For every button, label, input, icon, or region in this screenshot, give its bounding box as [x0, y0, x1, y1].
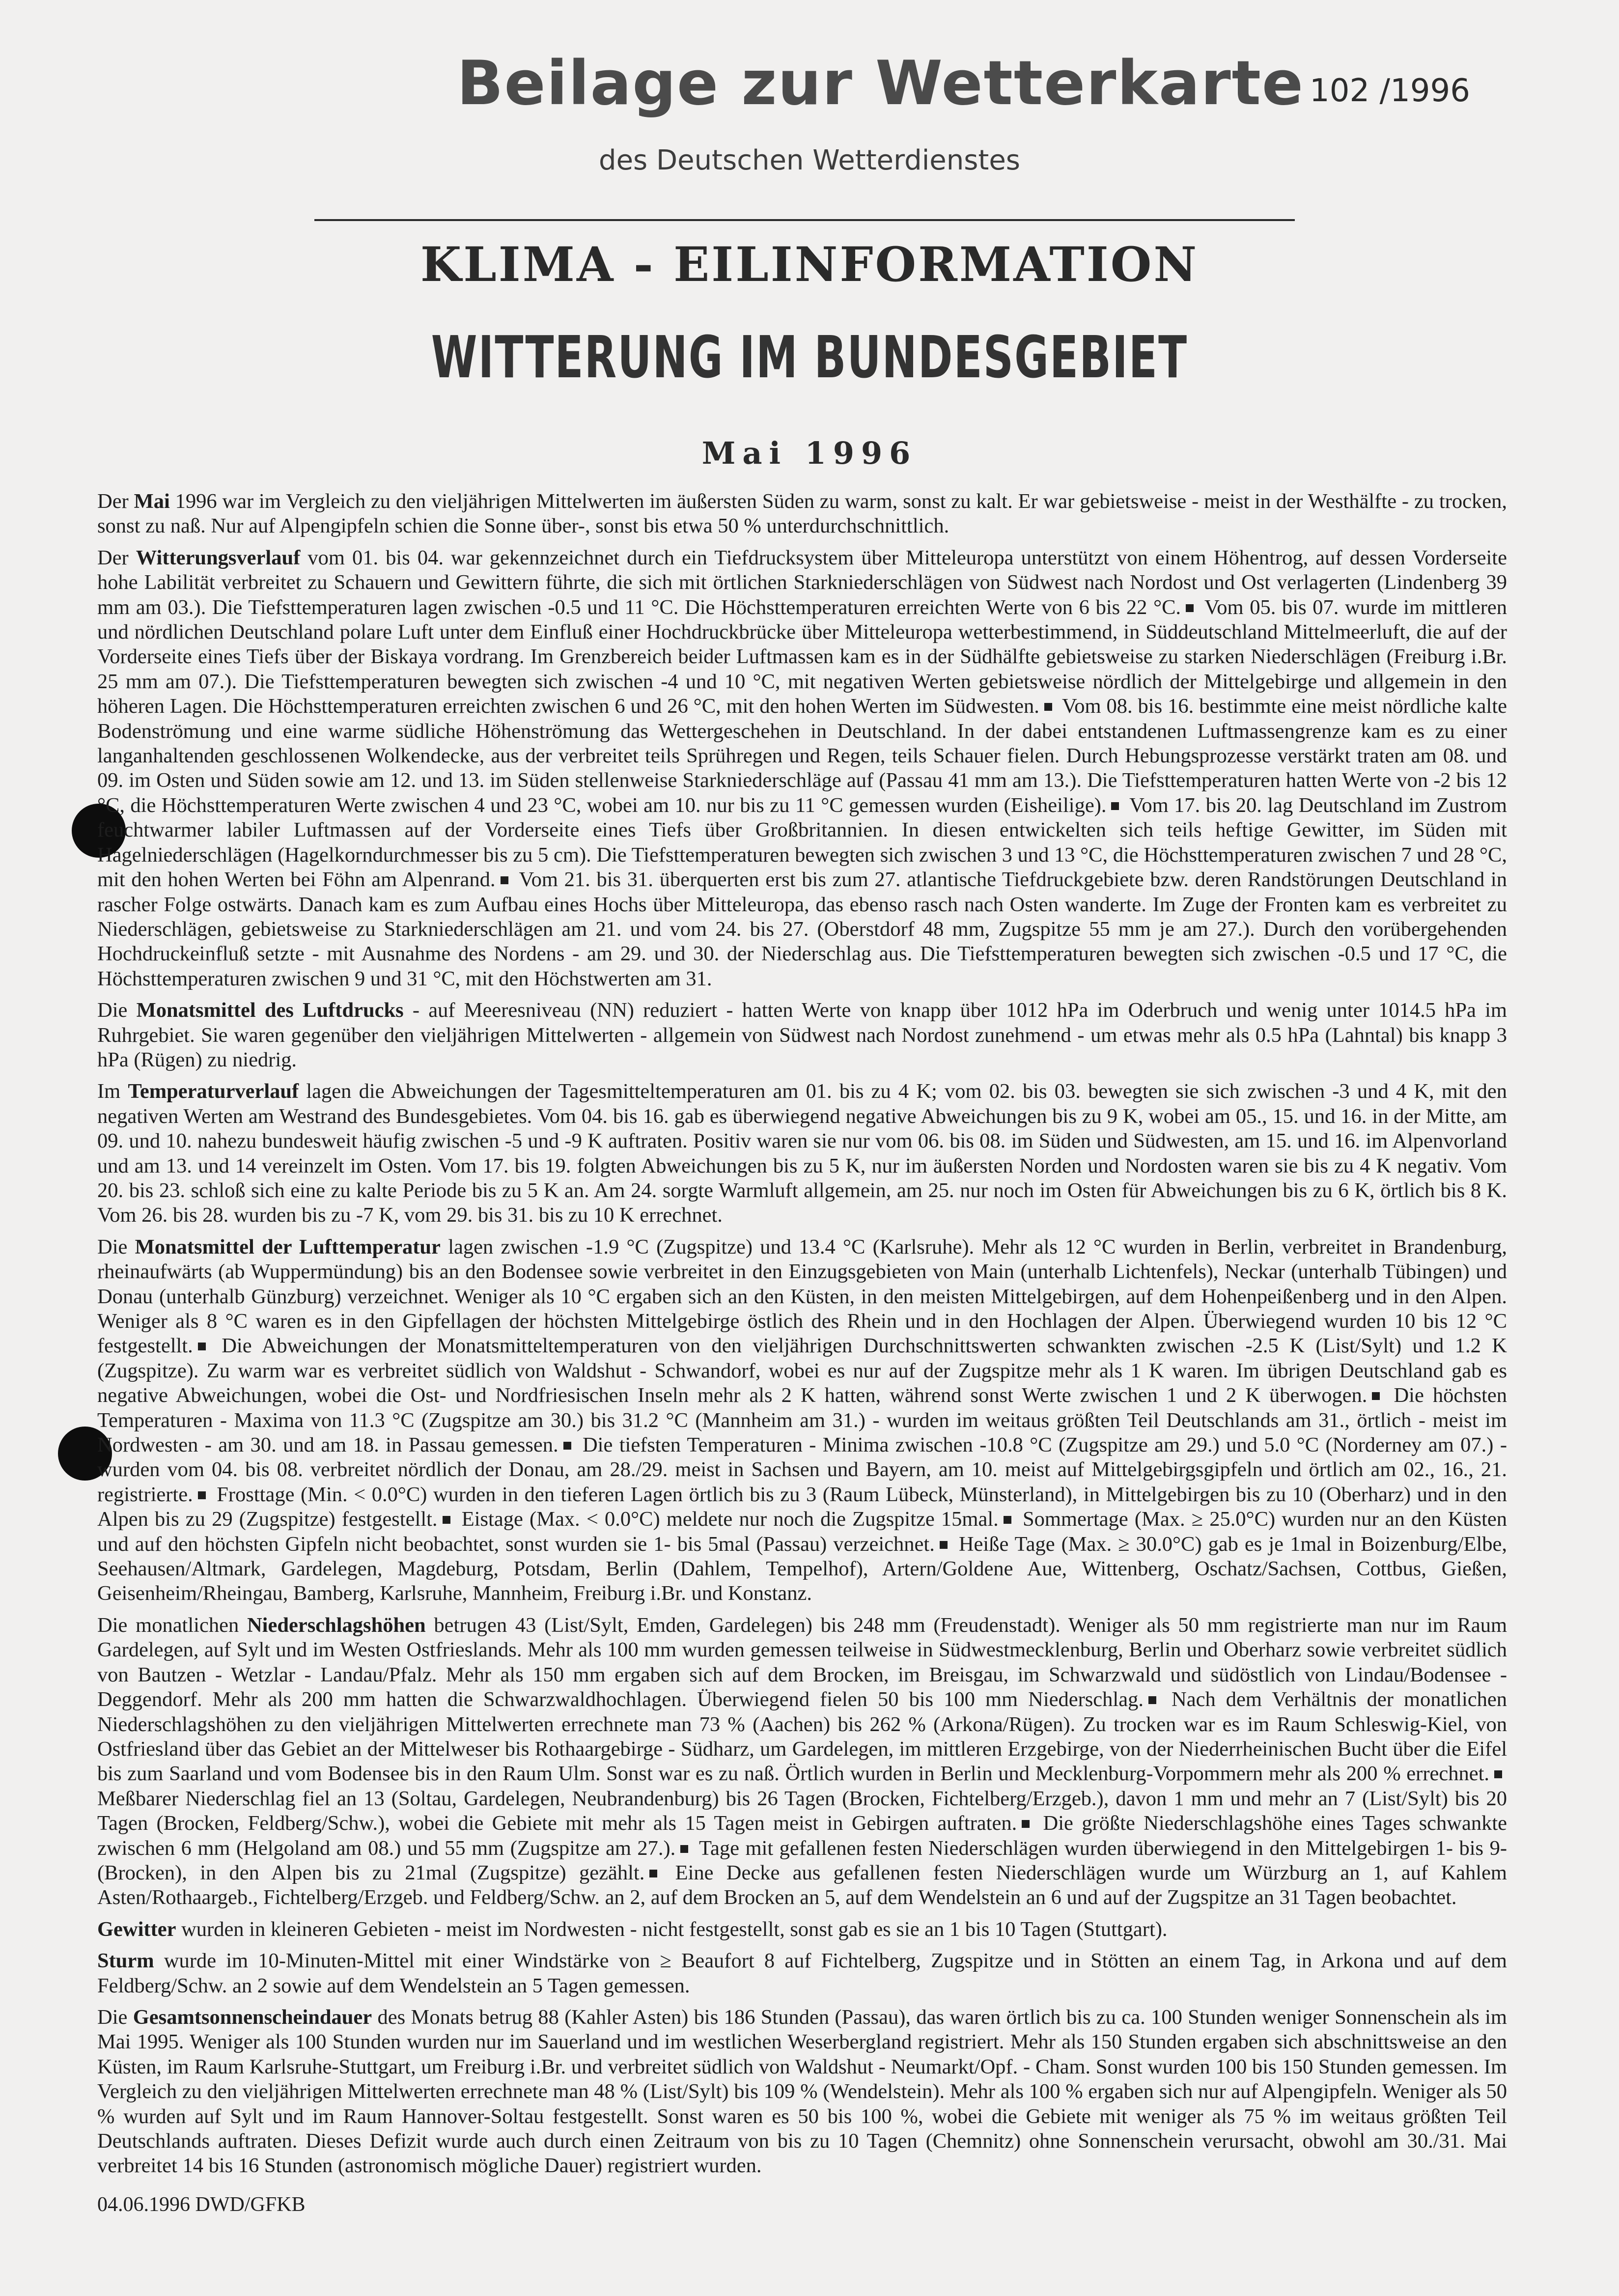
masthead-title: Beilage zur Wetterkarte — [457, 48, 1305, 119]
paragraph-text: Tage mit gefallenen festen Niederschlägen wurden überwiegend in den Mittelgebirgen 1- bis 9- (Brocken), in den Alpen bis zu 21mal (Zugspitze) gezählt. — [97, 1836, 1507, 1884]
paragraph-text: Vom 21. bis 31. überquerten erst bis zum 27. atlantische Tiefdruckgebiete bzw. deren Randstörungen Deutschland in rascher Folge ostwärts. Danach kam es zum Aufbau eines Hochs über Mitteleuropa, das ebenso rasch nach Osten wanderte. Im Zuge der Fronten kam es verbreitet zu Niederschlägen, gebietsweise zu Starkniederschlägen am 21. und vom 24. bis 27. (Oberstdorf 48 mm, Zugspitze 55 mm je am 27.). Durch den vorübergehenden Hochdruckeinfluß setzte - mit Ausnahme des Nordens - am 29. und 30. der Niederschlag aus. Die Tiefsttemperaturen bewegten sich zwischen -0.5 und 17 °C, die Höchsttemperaturen zwischen 9 und 31 °C, mit den Höchstwerten am 31. — [97, 868, 1507, 990]
footer-date-line: 04.06.1996 DWD/GFKB — [97, 2193, 306, 2216]
section-separator-square — [1148, 1696, 1156, 1704]
paragraph — [97, 1949, 1507, 1998]
paragraph-lead: Im — [97, 1080, 128, 1103]
paragraph-keyword: Temperaturverlauf — [128, 1080, 299, 1103]
section-separator-square — [443, 1516, 450, 1524]
paragraph-text: betrugen 43 (List/Sylt, Emden, Gardelegen) bis 248 mm (Freudenstadt). Weniger als 50 mm registrierte man nur im Raum Gardelegen, auf Sylt und im Westen Ostfrieslands. Mehr als 100 mm wurden gemessen teilweise in Südwestmecklenburg, Berlin und Oberharz sowie verbreitet südlich von Bautzen - Wetzlar - Landau/Pfalz. Mehr als 150 mm ergaben sich auf dem Brocken, im Breisgau, im Schwarzwald und südöstlich von Lindau/Bodensee - Deggendorf. Mehr als 200 mm hatten die Schwarzwaldhochlagen. Überwiegend fielen 50 bis 100 mm Niederschlag. — [97, 1613, 1507, 1711]
paragraph-keyword: Gewitter — [97, 1917, 176, 1941]
paragraph-lead: Der — [97, 490, 134, 513]
paragraph — [97, 1235, 1507, 1606]
report-body — [97, 489, 1507, 2185]
section-separator-square — [1022, 1820, 1030, 1828]
paragraph-text: lagen zwischen -1.9 °C (Zugspitze) und 13.4 °C (Karlsruhe). Mehr als 12 °C wurden in Berlin, verbreitet in Brandenburg, rheinaufwärts (ab Wuppermündung) bis an den Bodensee sowie verbreitet in den Einzugsgebieten von Main (unterhalb Lichtenfels), Neckar (unterhalb Tübingen) und Donau (unterhalb Günzburg) verzeichnet. Weniger als 10 °C ergaben sich an den Küsten, in den meisten Mittelgebirgen, auf dem Hohenpeißenberg und in den Alpen. Weniger als 8 °C waren es in den Gipfellagen der höchsten Mittelgebirge östlich des Rhein und in den Hochlagen der Alpen. Überwiegend wurden 10 bis 12 °C festgestellt. — [97, 1235, 1507, 1358]
paragraph-keyword: Niederschlagshöhen — [247, 1613, 426, 1637]
masthead-subtitle: des Deutschen Wetterdienstes — [599, 144, 1020, 176]
paragraph-text: wurde im 10-Minuten-Mittel mit einer Windstärke von ≥ Beaufort 8 auf Fichtelberg, Zugspitze und in Stötten an einem Tag, in Arkona und auf dem Feldberg/Schw. an 2 sowie auf dem Wendelstein an 5 Tagen gemessen. — [97, 1949, 1507, 1997]
paragraph-text: Die tiefsten Temperaturen - Minima zwischen -10.8 °C (Zugspitze am 29.) und 5.0 °C (Norderney am 07.) - wurden vom 04. bis 08. verbreitet nördlich der Donau, am 28./29. meist in Sachsen und Bayern, am 10. meist auf Mittelgebirgsgipfeln und örtlich am 02., 16., 21. registrierte. — [97, 1433, 1507, 1506]
section-separator-square — [649, 1870, 657, 1877]
paragraph-text: Eistage (Max. < 0.0°C) meldete nur noch die Zugspitze 15mal. — [455, 1508, 999, 1531]
issue-number: 102 /1996 — [1310, 73, 1470, 109]
month-heading: Mai 1996 — [701, 435, 918, 471]
paragraph-text: Frosttage (Min. < 0.0°C) wurden in den tieferen Lagen örtlich bis zu 3 (Raum Lübeck, Münsterland), in Mittelgebirgen bis zu 10 (Oberharz) und in den Alpen bis zu 29 (Zugspitze) festgestellt. — [97, 1483, 1507, 1531]
section-separator-square — [1494, 1770, 1502, 1778]
main-heading: WITTERUNG IM BUNDESGEBIET — [431, 323, 1188, 391]
paragraph-text: Eine Decke aus gefallenen festen Niederschlägen wurde um Würzburg an 1, auf Kahlem Asten/Rothaargeb., Fichtelberg/Erzgeb. und Feldberg/Schw. an 2, auf dem Brocken an 5, auf dem Wendelstein an 6 und auf der Zugspitze an 31 Tagen beobachtet. — [97, 1861, 1507, 1909]
section-separator-square — [1044, 703, 1052, 711]
paragraph-text: Sommertage (Max. ≥ 25.0°C) wurden nur an den Küsten und auf den höchsten Gipfeln nicht beobachtet, sonst wurden sie 1- bis 5mal (Passau) verzeichnet. — [97, 1508, 1507, 1556]
paragraph-lead: Die — [97, 2005, 133, 2029]
paragraph-lead: Die monatlichen — [97, 1613, 247, 1637]
paragraph-text: 1996 war im Vergleich zu den vieljährigen Mittelwerten im äußersten Süden zu warm, sonst zu kalt. Er war gebietsweise - meist in der Westhälfte - zu trocken, sonst zu naß. Nur auf Alpengipfeln schien die Sonne über-, sonst bis etwa 50 % unterdurchschnittlich. — [97, 490, 1507, 538]
paragraph-keyword: Sturm — [97, 1949, 154, 1973]
paragraph-text: Meßbarer Niederschlag fiel an 13 (Soltau, Gardelegen, Neubrandenburg) bis 26 Tagen (Brocken, Fichtelberg/Erzgeb.), davon 1 mm und mehr an 7 (List/Sylt) bis 20 Tagen (Brocken, Feldberg/Schw.), wobei die Gebiete mit mehr als 15 Tagen meist in Gebirgen auftraten. — [97, 1787, 1507, 1835]
section-separator-square — [680, 1845, 688, 1853]
paragraph — [97, 2005, 1507, 2179]
paragraph-text: lagen die Abweichungen der Tagesmitteltemperaturen am 01. bis zu 4 K; vom 02. bis 03. bewegten sie sich zwischen -3 und 4 K, mit den negativen Werten am Westrand des Bundesgebietes. Vom 04. bis 16. gab es überwiegend negative Abweichungen bis zu 9 K, wobei am 05., 15. und 16. in der Mitte, am 09. und 10. nahezu bundesweit häufig zwischen -5 und -9 K auftraten. Positiv waren sie nur vom 06. bis 08. im Süden und Südwesten, am 15. und 16. im Alpenvorland und am 13. und 14 vereinzelt im Osten. Vom 17. bis 19. folgten Abweichungen bis zu 5 K, nur im äußersten Norden und Nordosten waren sie bis zu 4 K negativ. Vom 20. bis 23. schloß sich eine zu kalte Periode bis zu 5 K an. Am 24. sorgte Warmluft allgemein, am 25. nur noch im Osten für Abweichungen bis zu 6 K, örtlich bis 8 K. Vom 26. bis 28. wurden bis zu -7 K, vom 29. bis 31. bis zu 10 K errechnet. — [97, 1080, 1507, 1227]
paragraph — [97, 546, 1507, 991]
paragraph-text: Die höchsten Temperaturen - Maxima von 11.3 °C (Zugspitze am 30.) bis 31.2 °C (Mannheim am 31.) - wurden im weitaus größten Teil Deutschlands am 31., örtlich - meist im Nordwesten - am 30. und am 18. in Passau gemessen. — [97, 1384, 1507, 1457]
paragraph-text: - auf Meeresniveau (NN) reduziert - hatten Werte von knapp über 1012 hPa im Oderbruch und wenig unter 1014.5 hPa im Ruhrgebiet. Sie waren gegenüber den vieljährigen Mittelwerten - allgemein von Südwest nach Nordost zunehmend - um etwas mehr als 0.5 hPa (Lahntal) bis knapp 3 hPa (Rügen) zu niedrig. — [97, 999, 1507, 1071]
paragraph-text: des Monats betrug 88 (Kahler Asten) bis 186 Stunden (Passau), das waren örtlich bis zu ca. 100 Stunden weniger Sonnenschein als im Mai 1995. Weniger als 100 Stunden wurden nur im Sauerland und im westlichen Weserbergland registriert. Mehr als 150 Stunden ergaben sich abschnittsweise an den Küsten, im Raum Karlsruhe-Stuttgart, um Freiburg i.Br. und verbreitet südlich von Waldshut - Neumarkt/Opf. - Cham. Sonst wurden 100 bis 150 Stunden gemessen. Im Vergleich zu den vieljährigen Mittelwerten errechnete man 48 % (List/Sylt) bis 109 % (Wendelstein). Mehr als 100 % ergaben sich nur auf Alpengipfeln. Weniger als 50 % wurden auf Sylt und im Raum Hannover-Soltau festgestellt. Sonst waren es 50 bis 100 %, wobei die Gebiete mit weniger als 75 % im weitaus größten Teil Deutschlands auftraten. Dieses Defizit wurde auch durch einen Zeitraum von bis zu 10 Tagen (Chemnitz) ohne Sonnenschein verursacht, obwohl am 30./31. Mai verbreitet 14 bis 16 Stunden (astronomisch mögliche Dauer) registriert wurden. — [97, 2005, 1507, 2178]
section-separator-square — [940, 1541, 948, 1549]
section-separator-square — [563, 1442, 571, 1450]
section-separator-square — [198, 1491, 206, 1499]
paragraph-text: wurden in kleineren Gebieten - meist im Nordwesten - nicht festgestellt, sonst gab es sie an 1 bis 10 Tagen (Stuttgart). — [176, 1917, 1168, 1941]
paragraph-text: Vom 05. bis 07. wurde im mittleren und nördlichen Deutschland polare Luft unter dem Einfluß einer Hochdruckbrücke über Mitteleuropa wetterbestimmend, in Süddeutschland Mittelmeerluft, die auf der Vorderseite eines Tiefs über der Biskaya vordrang. Im Grenzbereich beider Luftmassen kam es in der Südhälfte gebietsweise zu starken Niederschlägen (Freiburg i.Br. 25 mm am 07.). Die Tiefsttemperaturen bewegten sich zwischen -4 und 10 °C, mit negativen Werten gebietsweise nördlich der Mittelgebirge und allgemein in den höheren Lagen. Die Höchsttemperaturen erreichten zwischen 6 und 26 °C, mit den hohen Werten im Südwesten. — [97, 595, 1507, 718]
paragraph-keyword: Mai — [134, 490, 170, 513]
paragraph-text: Nach dem Verhältnis der monatlichen Niederschlagshöhen zu den vieljährigen Mittelwerten errechnete man 73 % (Aachen) bis 262 % (Arkona/Rügen). Zu trocken war es im Raum Schleswig-Kiel, von Ostfriesland über das Gebiet an der Mittelweser bis Rothaargebirge - Südharz, um Gardelegen, im mittleren Erzgebirge, von der Niederrheinischen Bucht über die Eifel bis zum Saarland und vom Bodensee bis in den Raum Ulm. Sonst war es zu naß. Örtlich wurden in Berlin und Mecklenburg-Vorpommern mehr als 200 % errechnet. — [97, 1688, 1507, 1786]
section-title: KLIMA - EILINFORMATION — [420, 237, 1199, 292]
paragraph-keyword: Witterungsverlauf — [136, 546, 301, 569]
paragraph — [97, 998, 1507, 1072]
paragraph-text: Vom 08. bis 16. bestimmte eine meist nördliche kalte Bodenströmung und eine warme südliche Höhenströmung das Wettergeschehen in Deutschland. In der dabei entstandenen Luftmassengrenze kam es zu einer langanhaltenden geschlossenen Wolkendecke, aus der verbreitet teils Sprühregen und Regen, teils Schauer fielen. Durch Hebungsprozesse verstärkt traten am 08. und 09. im Osten und Süden sowie am 12. und 13. im Süden stellenweise Starkniederschläge auf (Passau 41 mm am 13.). Die Tiefsttemperaturen hatten Werte von -2 bis 12 °C, die Höchsttemperaturen Werte zwischen 4 und 23 °C, wobei am 10. nur bis zu 11 °C gemessen wurden (Eisheilige). — [97, 695, 1507, 817]
paragraph — [97, 1917, 1507, 1942]
paragraph — [97, 1079, 1507, 1228]
paragraph — [97, 489, 1507, 539]
paragraph-lead: Die — [97, 999, 137, 1022]
section-separator-square — [1004, 1516, 1011, 1524]
paragraph — [97, 1613, 1507, 1910]
paragraph-text: Die größte Niederschlagshöhe eines Tages schwankte zwischen 6 mm (Helgoland am 08.) und 55 mm (Zugspitze am 27.). — [97, 1812, 1507, 1860]
paragraph-text: Vom 17. bis 20. lag Deutschland im Zustrom feuchtwarmer labiler Luftmassen auf der Vorderseite eines Tiefs über Großbritannien. In diesen entwickelten sich teils heftige Gewitter, im Süden mit Hagelniederschlägen (Hagelkorndurchmesser bis zu 5 cm). Die Tiefsttemperaturen bewegten sich zwischen 3 und 13 °C, die Höchsttemperaturen zwischen 7 und 28 °C, mit den hohen Werten bei Föhn am Alpenrand. — [97, 793, 1507, 892]
paragraph-keyword: Monatsmittel der Lufttemperatur — [135, 1235, 441, 1259]
section-separator-square — [198, 1343, 206, 1350]
section-separator-square — [1372, 1392, 1380, 1400]
section-separator-square — [1186, 604, 1194, 612]
section-separator-square — [1111, 802, 1119, 810]
paragraph-lead: Die — [97, 1235, 135, 1259]
header-divider — [314, 219, 1295, 221]
paragraph-keyword: Monatsmittel des Luftdrucks — [136, 999, 404, 1022]
paragraph-keyword: Gesamtsonnenscheindauer — [133, 2005, 372, 2029]
paragraph-text: vom 01. bis 04. war gekennzeichnet durch ein Tiefdrucksystem über Mitteleuropa unterstützt von einem Höhentrog, auf dessen Vorderseite hohe Labilität verbreitet zu Schauern und Gewittern führte, die sich mit örtlichen Starkniederschlägen von Südwest nach Nordost und Ost verlagerten (Lindenberg 39 mm am 03.). Die Tiefsttemperaturen lagen zwischen -0.5 und 11 °C. Die Höchsttemperaturen erreichten Werte von 6 bis 22 °C. — [97, 546, 1507, 619]
paragraph-text: Die Abweichungen der Monatsmitteltemperaturen von den vieljährigen Durchschnittswerten schwankten zwischen -2.5 K (List/Sylt) und 1.2 K (Zugspitze). Zu warm war es verbreitet südlich von Waldshut - Schwandorf, wobei es nur auf der Zugspitze mehr als 1 K waren. Im übrigen Deutschland gab es negative Abweichungen, wobei die Ost- und Nordfriesischen Inseln mehr als 2 K hatten, während sonst Werte zwischen 1 und 2 K überwogen. — [97, 1334, 1507, 1407]
paragraph-text: Heiße Tage (Max. ≥ 30.0°C) gab es je 1mal in Boizenburg/Elbe, Seehausen/Altmark, Gardelegen, Magdeburg, Potsdam, Berlin (Dahlem, Tempelhof), Artern/Goldene Aue, Wittenberg, Oschatz/Sachsen, Cottbus, Gießen, Geisenheim/Rheingau, Bamberg, Karlsruhe, Mannheim, Freiburg i.Br. und Konstanz. — [97, 1532, 1507, 1605]
paragraph-lead: Der — [97, 546, 136, 569]
section-separator-square — [501, 876, 508, 884]
